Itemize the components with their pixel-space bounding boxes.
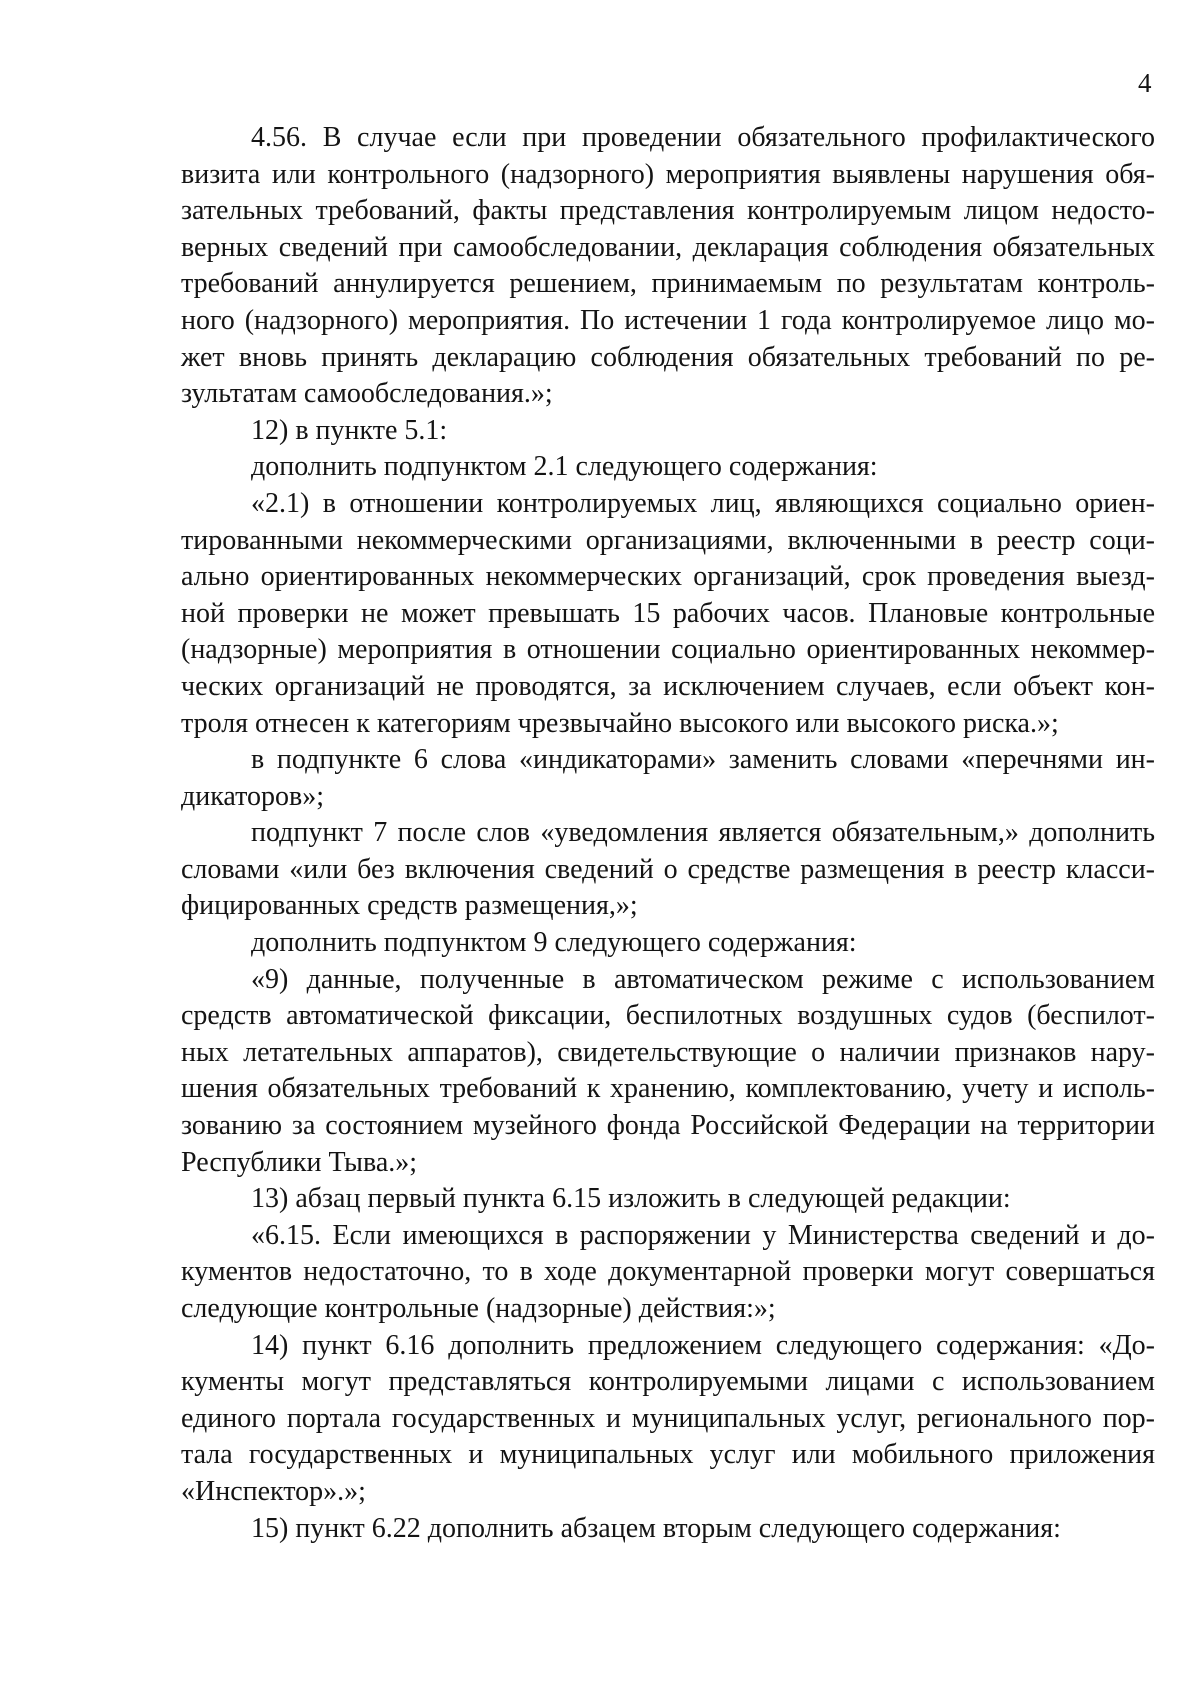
text-line: 12) в пункте 5.1:	[251, 414, 448, 446]
text-line: тала государственных и муниципальных услуг или мобильного приложения	[181, 1439, 1155, 1471]
text-line: ной проверки не может превышать 15 рабочих часов. Плановые контрольные	[181, 597, 1155, 629]
text-line: кументы могут представляться контролируемыми лицами с использованием	[181, 1366, 1155, 1398]
page-number: 4	[1138, 68, 1152, 98]
text-line: «Инспектор».»;	[181, 1475, 366, 1507]
text-line: шения обязательных требований к хранению, комплектованию, учету и исполь-	[181, 1073, 1155, 1105]
text-line: ально ориентированных некоммерческих организаций, срок проведения выезд-	[181, 561, 1155, 593]
text-line: 14) пункт 6.16 дополнить предложением следующего содержания: «До-	[251, 1329, 1155, 1361]
text-line: Республики Тыва.»;	[181, 1146, 418, 1178]
text-line: подпункт 7 после слов «уведомления является обязательным,» дополнить	[251, 817, 1155, 849]
text-line: единого портала государственных и муниципальных услуг, регионального пор-	[181, 1402, 1155, 1434]
text-line: дополнить подпунктом 2.1 следующего содержания:	[251, 451, 878, 483]
text-line: жет вновь принять декларацию соблюдения обязательных требований по ре-	[181, 341, 1155, 373]
text-line: троля отнесен к категориям чрезвычайно высокого или высокого риска.»;	[181, 707, 1059, 739]
text-line: ных летательных аппаратов), свидетельствующие о наличии признаков нару-	[181, 1036, 1155, 1068]
text-line: «9) данные, полученные в автоматическом режиме с использованием	[251, 963, 1155, 995]
text-line: верных сведений при самообследовании, декларация соблюдения обязательных	[181, 231, 1155, 263]
text-line: словами «или без включения сведений о средстве размещения в реестр класси-	[181, 853, 1155, 885]
text-line: 15) пункт 6.22 дополнить абзацем вторым следующего содержания:	[251, 1512, 1061, 1544]
text-line: «6.15. Если имеющихся в распоряжении у Министерства сведений и до-	[251, 1219, 1155, 1251]
text-line: в подпункте 6 слова «индикаторами» заменить словами «перечнями ин-	[251, 744, 1155, 776]
text-line: зованию за состоянием музейного фонда Российской Федерации на территории	[181, 1110, 1155, 1142]
text-line: ного (надзорного) мероприятия. По истечении 1 года контролируемое лицо мо-	[181, 304, 1155, 336]
text-line: зультатам самообследования.»;	[181, 378, 553, 410]
text-line: требований аннулируется решением, принимаемым по результатам контроль-	[181, 268, 1155, 300]
text-line: ческих организаций не проводятся, за исключением случаев, если объект кон-	[181, 670, 1155, 702]
text-line: зательных требований, факты представления контролируемым лицом недосто-	[181, 195, 1155, 227]
text-line: (надзорные) мероприятия в отношении социально ориентированных некоммер-	[181, 634, 1155, 666]
document-body	[181, 120, 1155, 1547]
text-line: 13) абзац первый пункта 6.15 изложить в следующей редакции:	[251, 1183, 1011, 1215]
text-line: кументов недостаточно, то в ходе документарной проверки могут совершаться	[181, 1256, 1155, 1288]
text-line: следующие контрольные (надзорные) действия:»;	[181, 1293, 776, 1324]
text-line: средств автоматической фиксации, беспилотных воздушных судов (беспилот-	[181, 1000, 1155, 1032]
text-line: «2.1) в отношении контролируемых лиц, являющихся социально ориен-	[251, 487, 1155, 519]
text-line: 4.56. В случае если при проведении обязательного профилактического	[251, 122, 1155, 153]
text-line: тированными некоммерческими организациями, включенными в реестр соци-	[181, 524, 1155, 556]
text-line: визита или контрольного (надзорного) мероприятия выявлены нарушения обя-	[181, 158, 1155, 190]
text-line: дикаторов»;	[181, 780, 324, 812]
text-line: фицированных средств размещения,»;	[181, 890, 638, 922]
text-line: дополнить подпунктом 9 следующего содержания:	[251, 927, 857, 959]
